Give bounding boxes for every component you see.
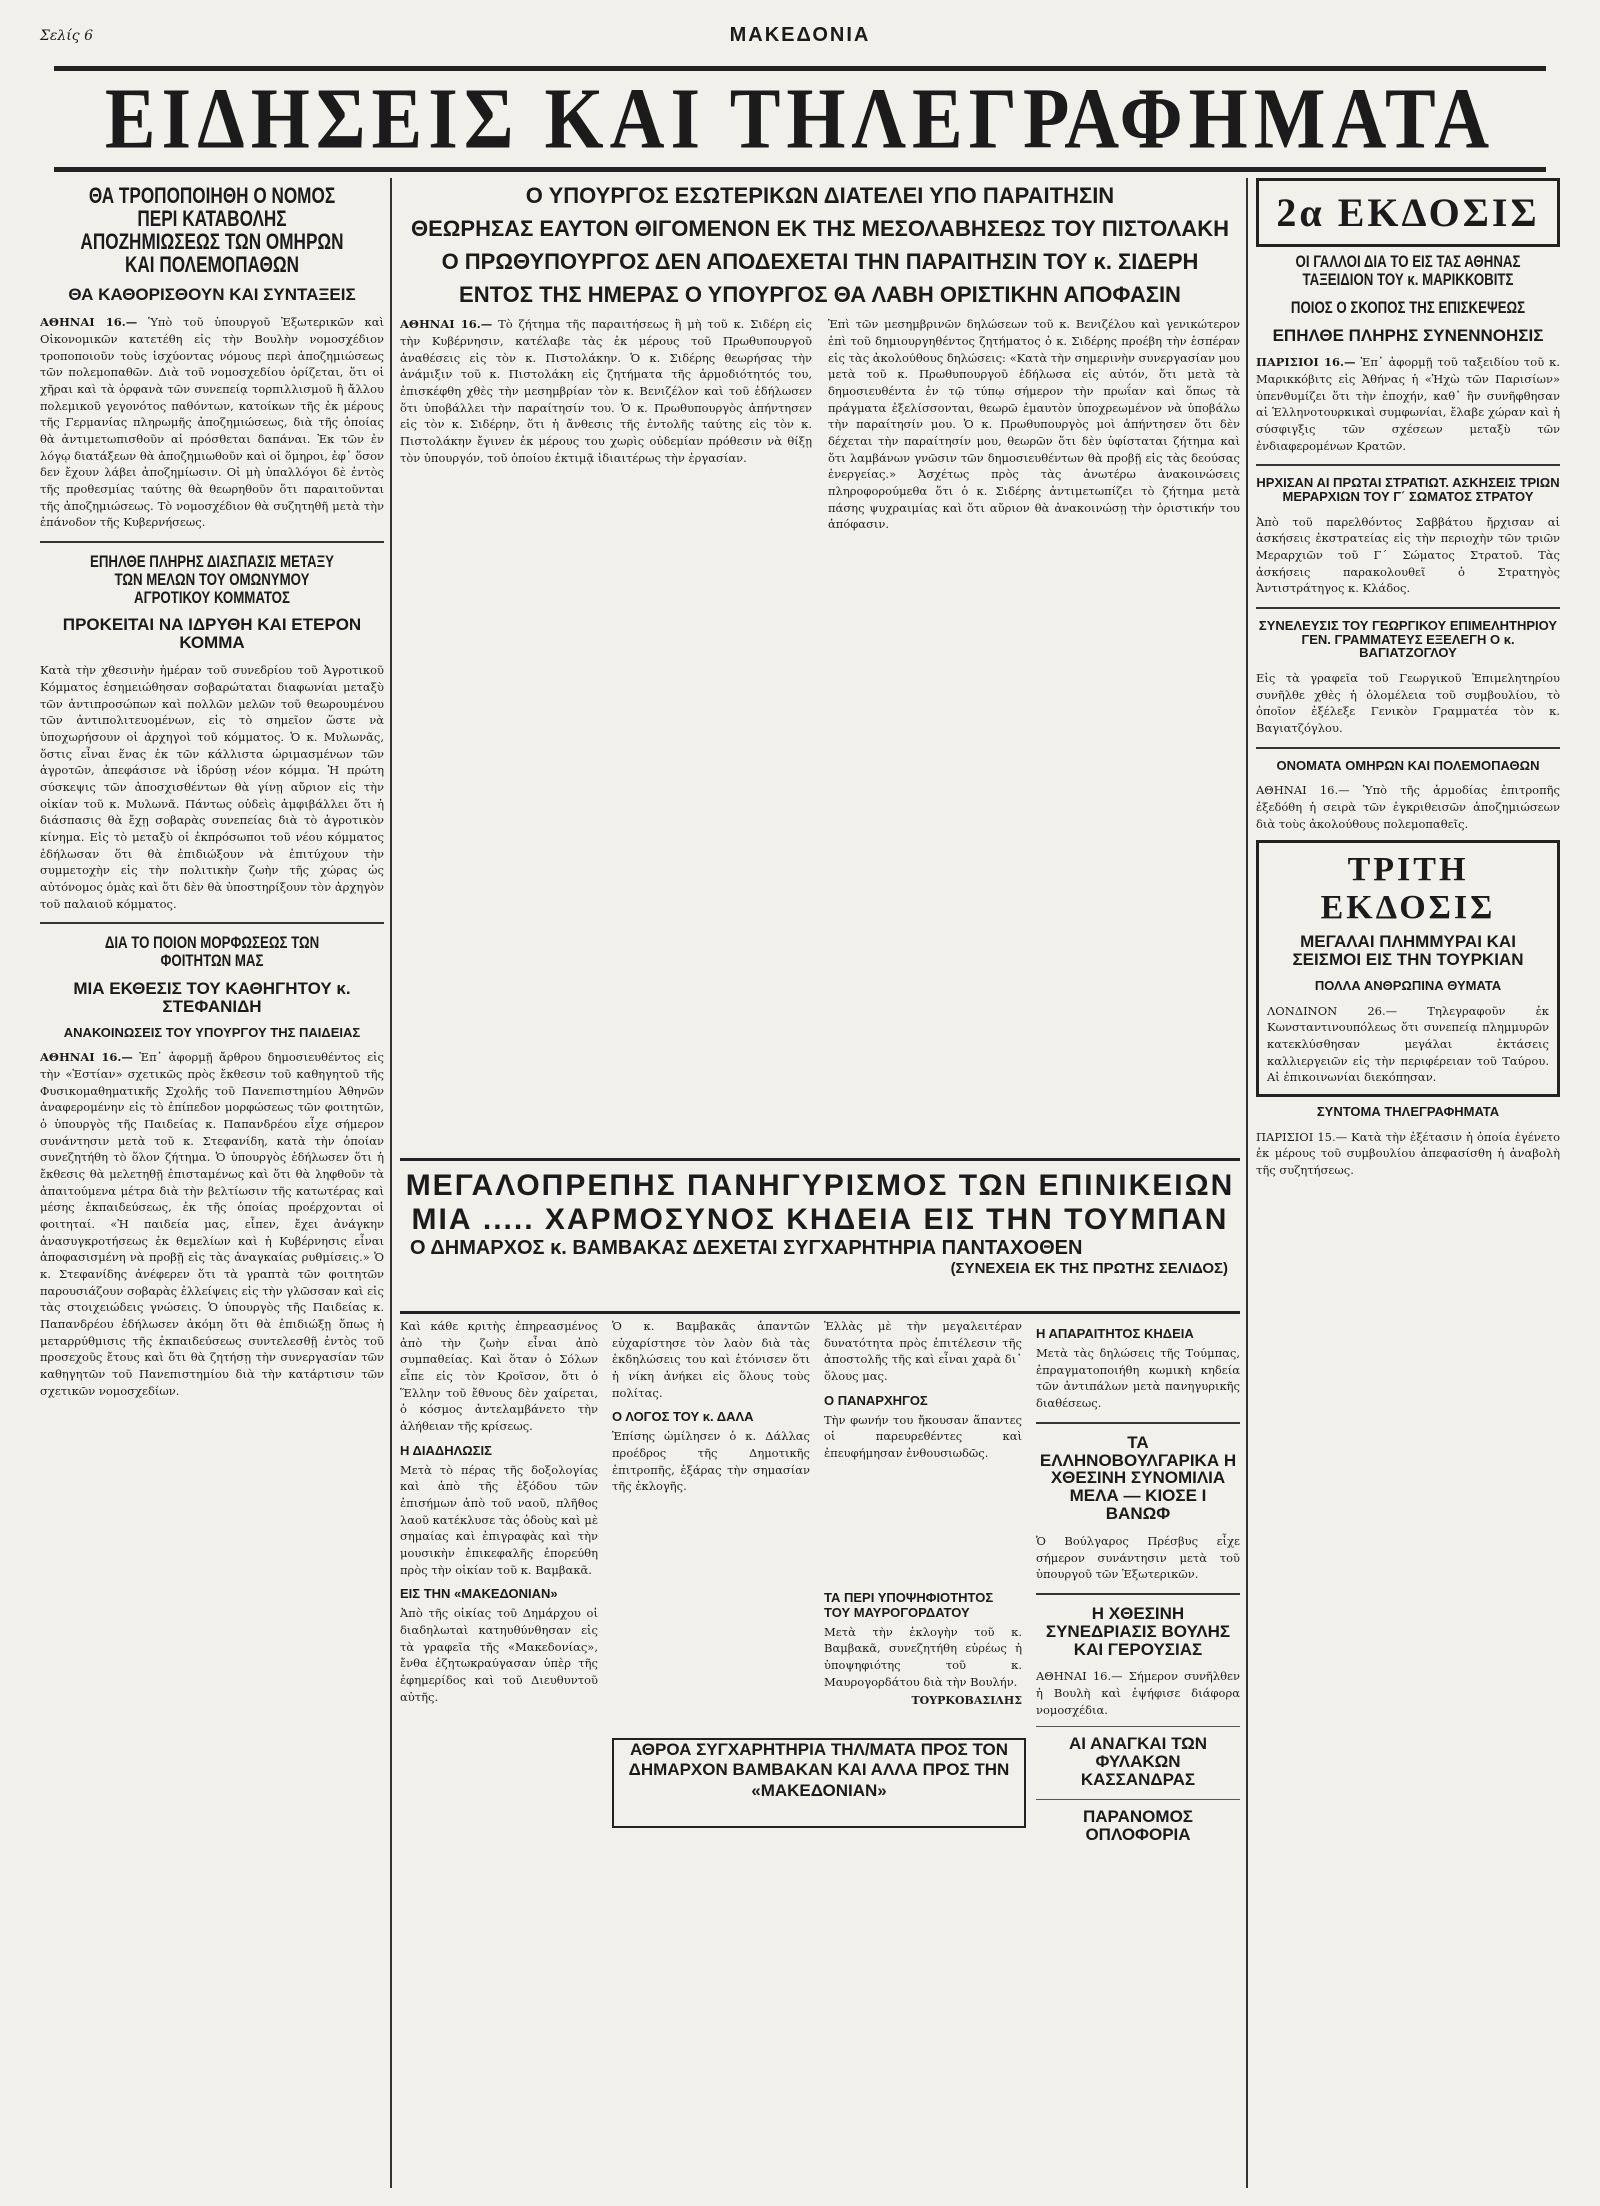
article-text: Τὸ ζήτημα τῆς παραιτήσεως ἢ μὴ τοῦ κ. Σιδέρη εἰς τὴν Κυβέρνησιν, κατέλαβε τὰς ἐκ μέρους τοῦ Πρωθυπουργοῦ ἀναθέσεις εἰς τὸν κ. Πιστολάκην. Ὁ κ. Σιδέρης θεωρήσας τὴν ἀνάμιξιν τοῦ κ. Πιστολάκη εἰς ζητήματα τῆς ἁρμοδιότητός του, ἐπισκέφθη χθὲς τὴν μεσημβρίαν τὸν κ. Βενιζέλον καὶ τοῦ ἐδήλωσεν ὅτι ὑποβάλλει τὴν παραίτησίν του. Ὁ κ. Πρωθυπουργὸς ἀπήντησεν εἰς τὸν κ. Σιδέρην, ὅτι ἡ ἄνθεσις τῆς ἐντολῆς ταύτης εἰς τὸν κ. Πιστολάκην ἔγινεν ἐκ μέρους του χωρὶς οὐδεμίαν πρόθεσιν νὰ θίξῃ τὸν ὑπουργόν, τοῦ ὁποίου ἐκτιμᾷ ἰδιαιτέρως τὴν ἐργασίαν. (400, 317, 812, 465)
banner-line: ΜΕΓΑΛΟΠΡΕΠΗΣ ΠΑΝΗΓΥΡΙΣΜΟΣ ΤΩΝ ΕΠΙΝΙΚΕΙΩΝ (405, 1169, 1235, 1202)
dateline: ΑΘΗΝΑΙ 16.— (400, 317, 493, 332)
article-body (400, 316, 812, 533)
article-text: Τὴν φωνήν του ἤκουσαν ἅπαντες οἱ παρευρεθέντες καὶ ἐπευφήμησαν ἐνθουσιωδῶς. (824, 1412, 1022, 1461)
edition-label: ΤΡΙΤΗ ΕΚΔΟΣΙΣ (1320, 851, 1496, 927)
subheadline: ΕΠΗΛΘΕ ΠΛΗΡΗΣ ΣΥΝΕΝΝΟΗΣΙΣ (1272, 325, 1544, 345)
third-edition-box (1256, 840, 1560, 1097)
article-text: Ἐπ᾽ ἀφορμῇ ἄρθρου δημοσιευθέντος εἰς τὴν «Ἑστίαν» σχετικῶς πρὸς ἔκθεσιν τοῦ καθηγητοῦ τῆς Φυσικομαθηματικῆς Σχολῆς τοῦ Πανεπιστημίου Ἀθηνῶν ἀναφερομένην εἰς τὸ ἐπίπεδον μορφώσεως τῶν φοιτητῶν, ὁ ὑπουργὸς τῆς Παιδείας κ. Παπανδρέου εἶχε σήμερον συνάντησιν μετὰ τοῦ κ. Στεφανίδη, κατὰ τὴν ὁποίαν συνεζητήθη τὸ ὅλον ζήτημα. Ὁ ὑπουργὸς ἐδήλωσεν ὅτι ἡ ἔκθεσις θὰ μελετηθῇ ἐπισταμένως καὶ ὅτι θὰ ληφθοῦν τὰ ἀπαιτούμενα μέτρα διὰ τὴν βελτίωσιν τῆς κατωτέρας καὶ μέσης ἐκπαιδεύσεως, ἐκ τῆς ὁποίας προέρχονται οἱ φοιτηταί. «Ἡ παιδεία μας, εἶπεν, ἔχει ἀνάγκην ἀνασυγκροτήσεως ἐκ θεμελίων καὶ ἡ Κυβέρνησις εἶναι ἀποφασισμένη νὰ προβῇ εἰς τὰς ἀναγκαίας ρυθμίσεις.» Ὁ κ. Στεφανίδης ἀνέφερεν ὅτι τὰ γραπτὰ τῶν φοιτητῶν παρουσιάζουν σοβαρὰς ἐλλείψεις εἰς τὴν γλῶσσαν καὶ εἰς τὰς στοιχειώδεις γνώσεις. Ὁ ὑπουργὸς τῆς Παιδείας κ. Παπανδρέου ἐδήλωσεν ἀκόμη ὅτι θὰ ἐπιδιώξῃ ὅπως ἡ μεταρρύθμισις τῆς ἐκπαιδεύσεως συντελεσθῇ ἐντὸς τοῦ προσεχοῦς ἔτους καὶ ὅτι θὰ ζητήσῃ τὴν συνεργασίαν τῶν καθηγητῶν τοῦ Πανεπιστημίου διὰ τὴν κατάρτισιν τῶν σχετικῶν νομοσχεδίων. (40, 1050, 384, 1398)
article-text: ΑΘΗΝΑΙ 16.— Σήμερον συνῆλθεν ἡ Βουλὴ καὶ ἐψήφισε διάφορα νομοσχέδια. (1036, 1669, 1240, 1717)
subcolumn (400, 1318, 598, 2188)
column-rule (1246, 178, 1248, 2188)
headline: ΘΕΩΡΗΣΑΣ ΕΑΥΤΟΝ ΘΙΓΟΜΕΝΟΝ ΕΚ ΤΗΣ ΜΕΣΟΛΑΒΗΣΕΩΣ ΤΟΥ ΠΙΣΤΟΛΑΚΗ (411, 216, 1229, 242)
box-headline: ΑΘΡΟΑ ΣΥΓΧΑΡΗΤΗΡΙΑ ΤΗΛ/ΜΑΤΑ ΠΡΟΣ ΤΟΝ ΔΗΜΑΡΧΟΝ ΒΑΜΒΑΚΑΝ ΚΑΙ ΑΛΛΑ ΠΡΟΣ ΤΗΝ «ΜΑΚΕΔΟΝΙΑΝ» (628, 1740, 1010, 1800)
section-heading: Η ΔΙΑΔΗΛΩΣΙΣ (400, 1442, 492, 1458)
headline: ΔΙΑ ΤΟ ΠΟΙΟΝ ΜΟΡΦΩΣΕΩΣ ΤΩΝ ΦΟΙΤΗΤΩΝ ΜΑΣ (104, 933, 320, 971)
headline: Ο ΥΠΟΥΡΓΟΣ ΕΣΩΤΕΡΙΚΩΝ ΔΙΑΤΕΛΕΙ ΥΠΟ ΠΑΡΑΙΤΗΣΙΝ (525, 183, 1115, 208)
dateline: ΑΘΗΝΑΙ 16.— (40, 315, 138, 330)
article-text: Ὁ κ. Βαμβακᾶς ἀπαντῶν εὐχαρίστησε τὸν λαὸν διὰ τὰς ἐκδηλώσεις του καὶ ἐτόνισεν ὅτι ἡ νίκη ἀνήκει εἰς ὅλους τοὺς πολίτας. (612, 1319, 810, 1400)
subheadline: ΜΙΑ ΕΚΘΕΣΙΣ ΤΟΥ ΚΑΘΗΓΗΤΟΥ κ. ΣΤΕΦΑΝΙΔΗ (73, 978, 351, 1016)
banner-line: Ο ΔΗΜΑΡΧΟΣ κ. ΒΑΜΒΑΚΑΣ ΔΕΧΕΤΑΙ ΣΥΓΧΑΡΗΤΗΡΙΑ ΠΑΝΤΑΧΟΘΕΝ (410, 1237, 1083, 1259)
divider (1256, 464, 1560, 466)
lower-center (400, 1318, 1240, 2188)
article-body: Ἐπὶ τῶν μεσημβρινῶν δηλώσεων τοῦ κ. Βενιζέλου καὶ γενικώτερον ἐπὶ τοῦ δημιουργηθέντος ζητήματος ὁ κ. Σιδέρης προέβη τὴν ἑσπέραν εἰς τὰς ἀκολούθους δηλώσεις: «Κατὰ τὴν σημερινὴν συνεργασίαν μου μετὰ τοῦ κ. Πρωθυπουργοῦ ἐδήλωσα εἰς αὐτόν, ὅτι μετὰ τὰ δημοσιευθέντα ἐν τῷ τύπῳ σήμερον τὴν πρωΐαν καὶ ὅπως τὰ πράγματα ἐξελίσσονται, θεωρῶ ἐμαυτὸν ὑποχρεωμένον νὰ ὑποβάλω τὴν παραίτησίν μου. Ὁ κ. Πρωθυπουργὸς μοὶ ἀπήντησεν ὅτι δὲν δέχεται τὴν παραίτησίν μου, θεωρῶν ὅτι δὲν ὑφίσταται ζήτημα καὶ ὅτι λαμβάνων γνῶσιν τῶν δημοσιευθέντων θὰ προβῇ εἰς τὰς δεούσας ἐνεργείας.» Ἀσχέτως πρὸς τὰς ἀνωτέρω ἀνακοινώσεις πληροφορούμεθα ὅτι ὁ κ. Σιδέρης ἀντιμετωπίζει τὸ ζήτημα μετὰ πάσης ψυχραιμίας καὶ ὅτι αὔριον θὰ ἀνακοινώσῃ τὴν ὁριστικήν του ἀπόφασιν. (828, 317, 1240, 532)
edition-label: 2α ΕΚΔΟΣΙΣ (1276, 190, 1540, 235)
headline: ΣΥΝΕΛΕΥΣΙΣ ΤΟΥ ΓΕΩΡΓΙΚΟΥ ΕΠΙΜΕΛΗΤΗΡΙΟΥ ΓΕΝ. ΓΡΑΜΜΑΤΕΥΣ ΕΞΕΛΕΓΗ Ο κ. ΒΑΓΙΑΤΖΟΓΛΟΥ (1258, 618, 1558, 661)
divider (1256, 747, 1560, 749)
left-column (40, 178, 384, 2188)
divider (1036, 1422, 1240, 1424)
article-text: Ἐπ᾽ ἀφορμῇ τοῦ ταξειδίου τοῦ κ. Μαρικκόβιτς εἰς Ἀθήνας ἡ «Ἠχὼ τῶν Παρισίων» ὑπενθυμίζει ὅτι τὴν ἐποχήν, καθ᾽ ἣν συνῆφθησαν αἱ Ἑλληνοτουρκικαὶ συμφωνίαι, ἔλαβε χώραν καὶ ἡ σύσφιγξις τῶν σχέσεων μεταξὺ τῶν ἐνδιαφερομένων Κρατῶν. (1256, 355, 1560, 453)
section-heading: Ο ΠΑΝΑΡΧΗΓΟΣ (824, 1392, 928, 1408)
section-heading: ΤΑ ΠΕΡΙ ΥΠΟΨΗΦΙΟΤΗΤΟΣ ΤΟΥ ΜΑΥΡΟΓΟΡΔΑΤΟΥ (824, 1589, 994, 1620)
divider (1036, 1593, 1240, 1595)
divider (1036, 1799, 1240, 1800)
article-text: Εἰς τὰ γραφεῖα τοῦ Γεωργικοῦ Ἐπιμελητηρίου συνῆλθε χθὲς ἡ ὁλομέλεια τοῦ συμβουλίου, τὸ ὁποῖον ἐξέλεξε Γενικὸν Γραμματέα τὸν κ. Βαγιατζόγλου. (1256, 670, 1560, 735)
divider (1036, 1726, 1240, 1727)
section-heading: ΕΙΣ ΤΗΝ «ΜΑΚΕΔΟΝΙΑΝ» (400, 1586, 558, 1602)
article-text: Ὑπὸ τοῦ ὑπουργοῦ Ἐξωτερικῶν καὶ Οἰκονομικῶν κατετέθη εἰς τὴν Βουλὴν νομοσχέδιον τροποποιοῦν τοὺς ἰσχύοντας νόμους περὶ ἀποζημιώσεως τῶν πολεμοπαθῶν. Διὰ τοῦ νομοσχεδίου ὁρίζεται, ὅτι οἱ χῆραι καὶ τὰ ὀρφανὰ τῶν συνεπείᾳ τορπιλλισμοῦ ἢ ἄλλου πολεμικοῦ γεγονότος παθόντων, κατοίκων τῆς ἐκ μέρους τῆς Γερμανίας πληρωμῆς ἀποζημιώσεως, διὰ τῆς ὁποίας θὰ ἀντιμετωπισθοῦν αἱ πρόσθεται δαπάναι. Ἐκ τῶν ἐν λόγῳ διατάξεων θὰ ἀποζημιωθοῦν καὶ οἱ ὅμηροι, ἐφ᾽ ὅσον δεν ἔχουν λάβει ἀποζημίωσιν. Οἱ μὴ ὑπαλλόγοι δὲ ἐντὸς τῆς προθεσμίας ταύτης θὰ θεωρηθοῦν ὅτι παραιτοῦνται τῆς ἀποζημιώσεως. Τὸ νομοσχέδιον θὰ συζητηθῆ μετὰ τὴν ἐπάνοδον τῆς Κυβερνήσεως. (40, 315, 384, 530)
headline: ΕΝΤΟΣ ΤΗΣ ΗΜΕΡΑΣ Ο ΥΠΟΥΡΓΟΣ ΘΑ ΛΑΒΗ ΟΡΙΣΤΙΚΗΝ ΑΠΟΦΑΣΙΝ (459, 282, 1181, 308)
article-text: ΛΟΝΔΙΝΟΝ 26.— Τηλεγραφοῦν ἐκ Κωνσταντινουπόλεως ὅτι συνεπείᾳ πλημμυρῶν κατεκλύσθησαν μεγάλαι ἐκτάσεις καλλιεργειῶν εἰς τὴν περιφέρειαν τοῦ Ταύρου. Αἱ ἐπικοινωνίαι διεκόπησαν. (1267, 1003, 1549, 1085)
article-text: Μετὰ τὰς δηλώσεις τῆς Τούμπας, ἐπραγματοποιήθη κωμικὴ κηδεία τῶν ἀντιπάλων μετὰ πανηγυρικῆς διαθέσεως. (1036, 1346, 1240, 1411)
headline: ΣΥΝΤΟΜΑ ΤΗΛΕΓΡΑΦΗΜΑΤΑ (1316, 1104, 1500, 1119)
section-heading: Η ΑΠΑΡΑΙΤΗΤΟΣ ΚΗΔΕΙΑ (1036, 1326, 1194, 1341)
headline: ΘΑ ΤΡΟΠΟΠΟΙΗΘΗ Ο ΝΟΜΟΣ ΠΕΡΙ ΚΑΤΑΒΟΛΗΣ ΑΠΟΖΗΜΙΩΣΕΩΣ ΤΩΝ ΟΜΗΡΩΝ ΚΑΙ ΠΟΛΕΜΟΠΑΘΩΝ (80, 183, 344, 278)
subcolumn (1036, 1318, 1240, 2188)
top-line (40, 18, 1560, 58)
spacer (824, 1462, 1022, 1582)
article-columns (400, 316, 1240, 533)
divider (1256, 607, 1560, 609)
newspaper-page (40, 18, 1560, 2194)
headline: ΗΡΧΙΣΑΝ ΑΙ ΠΡΩΤΑΙ ΣΤΡΑΤΙΩΤ. ΑΣΚΗΣΕΙΣ ΤΡΙΩΝ ΜΕΡΑΡΧΙΩΝ ΤΟΥ Γ΄ ΣΩΜΑΤΟΣ ΣΤΡΑΤΟΥ (1256, 475, 1560, 505)
page-number: Σελίς 6 (40, 28, 93, 44)
telegram-box (612, 1738, 1026, 1828)
article-body (40, 1049, 384, 1399)
right-column (1256, 178, 1560, 2188)
article-text: Καὶ κάθε κριτὴς ἐπηρεασμένος ἀπὸ τὴν ζωὴν εἶναι ἀπὸ συμπαθείας. Καὶ ὅταν ὁ Σόλων εἶπε εἰς τὸν Κροῖσον, ὅτι ὁ Ἕλλην τοῦ ἔθνους δὲν χαίρεται, ὁ κόσμος ἀντελαμβάνετο τὴν ἀλήθειαν τῆς κρίσεως. (400, 1319, 598, 1434)
article-text: Ἀπὸ τοῦ παρελθόντος Σαββάτου ἤρχισαν αἱ ἀσκήσεις ἐκστρατείας εἰς τὴν περιοχὴν τῶν τριῶν Μεραρχιῶν τοῦ Γ΄ Σώματος Στρατοῦ. Τὰς ἀσκήσεις παρακολουθεῖ ὁ Στρατηγὸς Ἀντιστράτηγος κ. Κλάδος. (1256, 514, 1560, 596)
article-body: Κατὰ τὴν χθεσινὴν ἡμέραν τοῦ συνεδρίου τοῦ Ἀγροτικοῦ Κόμματος ἐσημειώθησαν σοβαρώταται διαφωνίαι μεταξὺ τῶν ἀντιπροσώπων καὶ πολλῶν μελῶν τοῦ θεωρουμένου τῶν ἀντιπολιτευομένων, εἰς τὸ σημεῖον ὥστε νὰ ὑποχωρήσουν οἱ ἀρχηγοὶ τοῦ κόμματος. Ὁ κ. Μυλωνᾶς, ὅστις εἶναι ἕνας ἐκ τῶν κάλλιστα ὡριμασμένων τῶν ἀγροτῶν, ἀπεφάσισε νὰ ἱδρύσῃ νέον κόμμα. Ἡ πρώτη σύσκεψις τῶν ἀποσχισθέντων θὰ γίνῃ αὔριον εἰς τὴν οἰκίαν τοῦ κ. Μυλωνᾶ. Πάντως οὐδεὶς ἀμφιβάλλει ὅτι ἡ διάσπασις θὰ ἔχῃ σοβαρὰς συνεπείας διὰ τὸ ἀγροτικὸν κίνημα. Εἰς τὸ μεταξὺ οἱ ἐκπρόσωποι τοῦ νέου κόμματος ἐδήλωσαν ὅτι θὰ ἐπιδιώξουν νὰ ἐπιτύχουν τὴν συμμετοχὴν εἰς τὴν πολιτικὴν ζωὴν τῆς χώρας ὡς αὐτόνομος ὁμὰς καὶ ὅτι δὲν θὰ ὑποστηρίξουν τὸν ἀρχηγὸν τοῦ παλαιοῦ κόμματος. (40, 663, 384, 911)
divider (40, 541, 384, 543)
banner-line: (ΣΥΝΕΧΕΙΑ ΕΚ ΤΗΣ ΠΡΩΤΗΣ ΣΕΛΙΔΟΣ) (950, 1260, 1228, 1277)
second-edition-banner (1256, 178, 1560, 247)
headline: ΤΑ ΕΛΛΗΝΟΒΟΥΛΓΑΡΙΚΑ Η ΧΘΕΣΙΝΗ ΣΥΝΟΜΙΛΙΑ ΜΕΛΑ — ΚΙΟΣΕ Ι ΒΑΝΩΦ (1039, 1432, 1237, 1524)
headline: ΠΑΡΑΝΟΜΟΣ ΟΠΛΟΦΟΡΙΑ (1083, 1807, 1193, 1844)
column-rule (390, 178, 392, 2188)
paper-name: ΜΑΚΕΔΟΝΙΑ (729, 24, 871, 46)
headline: ΜΕΓΑΛΑΙ ΠΛΗΜΜΥΡΑΙ ΚΑΙ ΣΕΙΣΜΟΙ ΕΙΣ ΤΗΝ ΤΟΥΡΚΙΑΝ (1292, 932, 1524, 970)
center-column (400, 178, 1240, 1308)
headline: ΕΠΗΛΘΕ ΠΛΗΡΗΣ ΔΙΑΣΠΑΣΙΣ ΜΕΤΑΞΥ ΤΩΝ ΜΕΛΩΝ ΤΟΥ ΟΜΩΝΥΜΟΥ ΑΓΡΟΤΙΚΟΥ ΚΟΜΜΑΤΟΣ (89, 551, 335, 607)
subheadline: ΠΟΛΛΑ ΑΝΘΡΩΠΙΝΑ ΘΥΜΑΤΑ (1314, 978, 1502, 993)
signature: ΤΟΥΡΚΟΒΑΣΙΛΗΣ (911, 1694, 1022, 1708)
article-body (40, 314, 384, 531)
headline: Ο ΠΡΩΘΥΠΟΥΡΓΟΣ ΔΕΝ ΑΠΟΔΕΧΕΤΑΙ ΤΗΝ ΠΑΡΑΙΤΗΣΙΝ ΤΟΥ κ. ΣΙΔΕΡΗ (441, 249, 1199, 275)
headline: ΠΟΙΟΣ Ο ΣΚΟΠΟΣ ΤΗΣ ΕΠΙΣΚΕΨΕΩΣ (1290, 297, 1526, 317)
article-text: Ἐλλὰς μὲ τὴν μεγαλειτέραν δυνατότητα πρὸς ἐπιτέλεσιν τῆς ἀποστολῆς τῆς καὶ εἶναι χαρὰ δι᾽ ὅλους μας. (824, 1319, 1022, 1384)
celebration-banner (400, 1158, 1240, 1314)
headline: Η ΧΘΕΣΙΝΗ ΣΥΝΕΔΡΙΑΣΙΣ ΒΟΥΛΗΣ ΚΑΙ ΓΕΡΟΥΣΙΑΣ (1045, 1603, 1231, 1659)
headline: ΟΝΟΜΑΤΑ ΟΜΗΡΩΝ ΚΑΙ ΠΟΛΕΜΟΠΑΘΩΝ (1276, 757, 1540, 773)
section-heading: Ο ΛΟΓΟΣ ΤΟΥ κ. ΔΑΛΑ (612, 1409, 754, 1425)
article-text: Ὁ Βούλγαρος Πρέσβυς εἶχε σήμερον συνάντησιν μετὰ τοῦ ὑπουργοῦ τῶν Ἐξωτερικῶν. (1036, 1533, 1240, 1582)
masthead-title: ΕΙΔΗΣΕΙΣ ΚΑΙ ΤΗΛΕΓΡΑΦΗΜΑΤΑ (104, 70, 1496, 167)
masthead (54, 66, 1546, 172)
subheadline: ΑΝΑΚΟΙΝΩΣΕΙΣ ΤΟΥ ΥΠΟΥΡΓΟΥ ΤΗΣ ΠΑΙΔΕΙΑΣ (63, 1024, 361, 1040)
headline: ΑΙ ΑΝΑΓΚΑΙ ΤΩΝ ΦΥΛΑΚΩΝ ΚΑΣΣΑΝΔΡΑΣ (1068, 1734, 1208, 1790)
divider (40, 922, 384, 924)
article-text: Ἐπίσης ὡμίλησεν ὁ κ. Δάλλας προέδρος τῆς Δημοτικῆς ἐπιτροπῆς, ἐξάρας τὴν σημασίαν τῆς ἐκλογῆς. (612, 1429, 810, 1494)
article-text: Μετὰ τὸ πέρας τῆς δοξολογίας καὶ ἀπὸ τῆς ἐξόδου τῶν ἐπισήμων ἀπὸ τοῦ ναοῦ, πλῆθος λαοῦ κατέκλυσε τὰς ὁδοὺς καὶ μὲ σημαίας καὶ ἐπιγραφὰς καὶ τὴν μουσικὴν ἐπικεφαλῆς ἐπορεύθη πρὸς τὴν οἰκίαν τοῦ κ. Βαμβακᾶ. (400, 1462, 598, 1577)
article-text: ΠΑΡΙΣΙΟΙ 15.— Κατὰ τὴν ἐξέτασιν ἡ ὁποία ἐγένετο ἐκ μέρους τοῦ συμβουλίου ἀπεφασίσθη ἡ ἀναβολὴ τῆς συζητήσεως. (1256, 1129, 1560, 1177)
article-text: Ἀπὸ τῆς οἰκίας τοῦ Δημάρχου οἱ διαδηλωταὶ κατηυθύνθησαν εἰς τὰ γραφεῖα τῆς «Μακεδονίας», ἔνθα ἐζητωκραύγασαν ὑπὲρ τῆς ἐφημερίδος καὶ τοῦ Διευθυντοῦ αὐτῆς. (400, 1606, 598, 1704)
article-text: Μετὰ τὴν ἐκλογὴν τοῦ κ. Βαμβακᾶ, συνεζητήθη εὐρέως ἡ ὑποψηφιότης τοῦ κ. Μαυρογορδάτου διὰ τὴν Βουλήν. (824, 1624, 1022, 1689)
subheadline: ΘΑ ΚΑΘΟΡΙΣΘΟΥΝ ΚΑΙ ΣΥΝΤΑΞΕΙΣ (68, 285, 356, 305)
article-text: ΑΘΗΝΑΙ 16.— Ὑπὸ τῆς ἁρμοδίας ἐπιτροπῆς ἐξεδόθη ἡ σειρὰ τῶν ἐγκριθεισῶν ἀποζημιώσεων διὰ τοὺς ἀκολούθους πολεμοπαθεῖς. (1256, 783, 1560, 831)
dateline: ΑΘΗΝΑΙ 16.— (40, 1050, 133, 1065)
subheadline: ΠΡΟΚΕΙΤΑΙ ΝΑ ΙΔΡΥΘΗ ΚΑΙ ΕΤΕΡΟΝ ΚΟΜΜΑ (62, 615, 362, 653)
headline: ΟΙ ΓΑΛΛΟΙ ΔΙΑ ΤΟ ΕΙΣ ΤΑΣ ΑΘΗΝΑΣ ΤΑΞΕΙΔΙΟΝ ΤΟΥ κ. ΜΑΡΙΚΚΟΒΙΤΣ (1295, 252, 1521, 289)
banner-line: ΜΙΑ ..... ΧΑΡΜΟΣΥΝΟΣ ΚΗΔΕΙΑ ΕΙΣ ΤΗΝ ΤΟΥΜΠΑΝ (411, 1203, 1229, 1236)
article-body (1256, 354, 1560, 454)
dateline: ΠΑΡΙΣΙΟΙ 16.— (1256, 355, 1356, 370)
